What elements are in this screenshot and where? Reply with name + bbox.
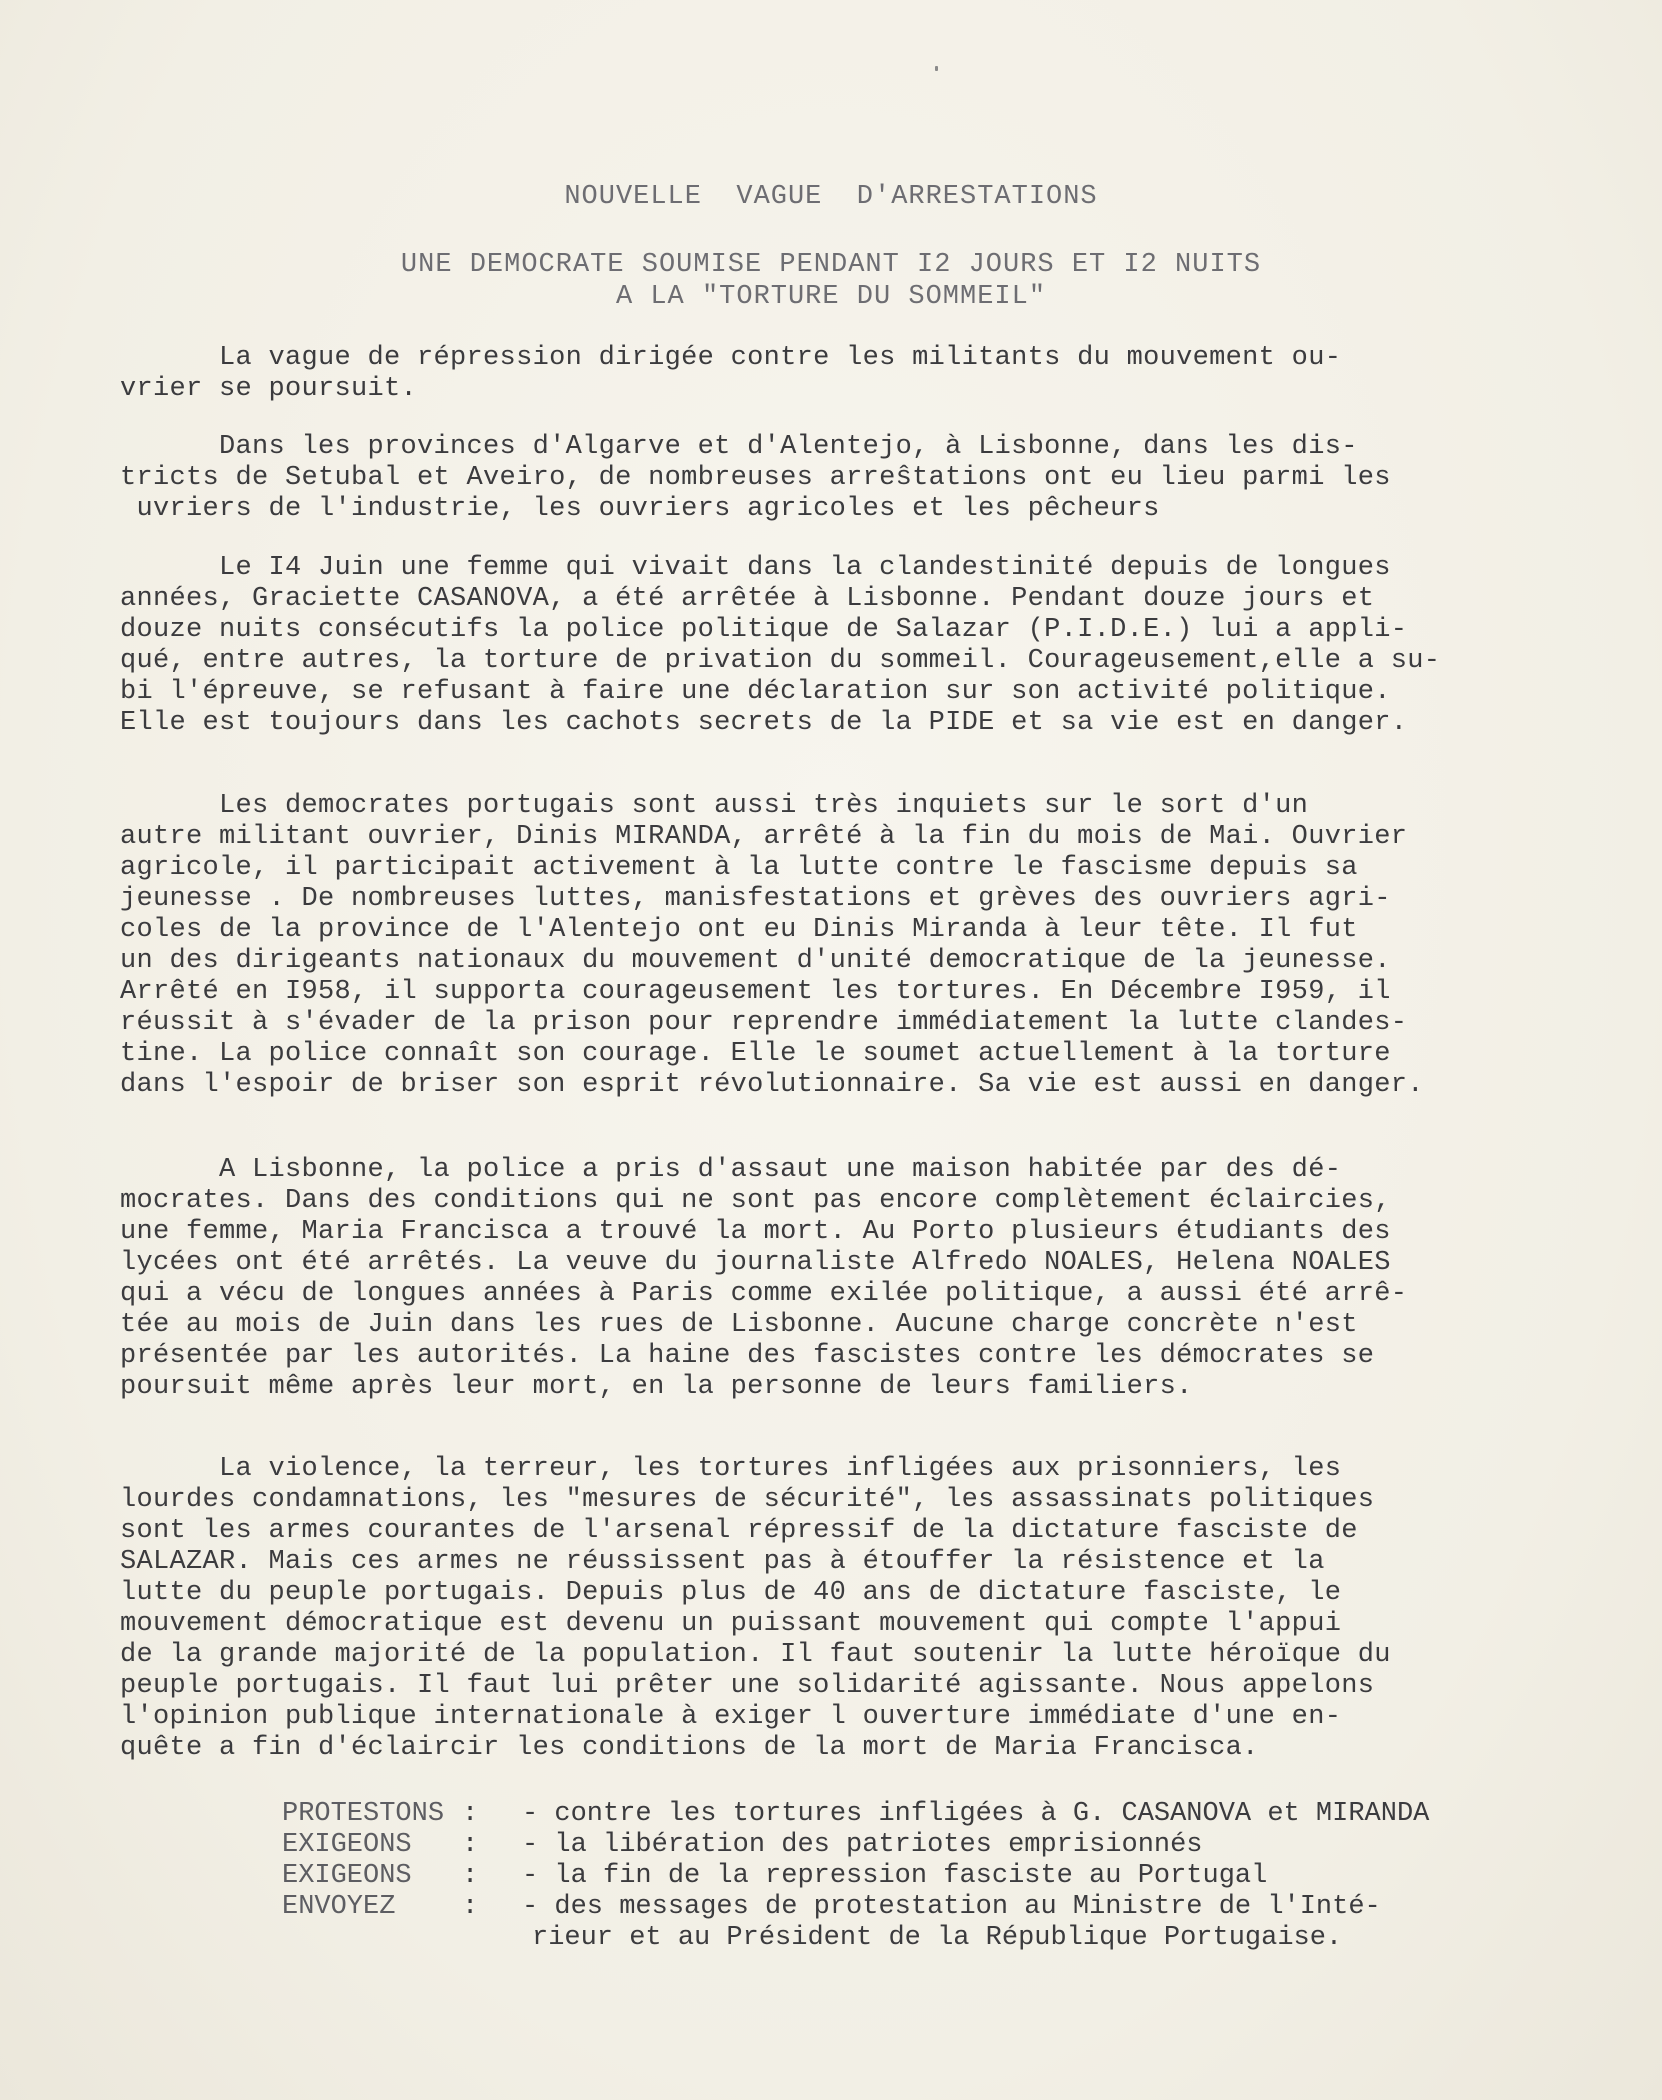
paragraph-5	[120, 1155, 1580, 1403]
text-line: mocrates. Dans des conditions qui ne sont pas encore complètement éclaircies,	[120, 1186, 1391, 1216]
demand-row	[282, 1799, 1582, 1830]
text-line: présentée par les autorités. La haine des fascistes contre les démocrates se	[120, 1341, 1375, 1371]
text-line: tricts de Setubal et Aveiro, de nombreuses arreŝtations ont eu lieu parmi les	[120, 463, 1391, 493]
text-line: agricole, il participait activement à la lutte contre le fascisme depuis sa	[120, 853, 1358, 883]
text-line: Arrêté en I958, il supporta courageusement les tortures. En Décembre I959, il	[120, 977, 1391, 1007]
demand-continuation-text: rieur et au Président de la République Portugaise.	[532, 1923, 1343, 1953]
demand-row	[282, 1892, 1582, 1923]
document-subtitle-line-1: UNE DEMOCRATE SOUMISE PENDANT I2 JOURS ET I2 NUITS	[400, 250, 1262, 280]
text-line: un des dirigeants nationaux du mouvement d'unité democratique de la jeunesse.	[120, 946, 1391, 976]
text-line: uvriers de l'industrie, les ouvriers agricoles et les pêcheurs	[120, 494, 1160, 524]
text-line: Elle est toujours dans les cachots secrets de la PIDE et sa vie est en danger.	[120, 708, 1408, 738]
text-line: Le I4 Juin une femme qui vivait dans la clandestinité depuis de longues	[120, 553, 1391, 583]
indent-spacer	[282, 1923, 532, 1954]
text-line: Dans les provinces d'Algarve et d'Alentejo, à Lisbonne, dans les dis-	[120, 432, 1358, 462]
document-subtitle-line-2: A LA "TORTURE DU SOMMEIL"	[615, 282, 1047, 312]
text-line: tine. La police connaît son courage. Elle le soumet actuellement à la torture	[120, 1039, 1391, 1069]
demand-colon: :	[462, 1861, 479, 1891]
text-line: poursuit même après leur mort, en la personne de leurs familiers.	[120, 1372, 1193, 1402]
text-line: vrier se poursuit.	[120, 374, 418, 404]
text-line: La violence, la terreur, les tortures infligées aux prisonniers, les	[120, 1454, 1342, 1484]
text-line: une femme, Maria Francisca a trouvé la mort. Au Porto plusieurs étudiants des	[120, 1217, 1391, 1247]
demand-verb: EXIGEONS	[282, 1861, 412, 1891]
document-title: NOUVELLE VAGUE D'ARRESTATIONS	[564, 182, 1098, 212]
text-line: années, Graciette CASANOVA, a été arrêtée à Lisbonne. Pendant douze jours et	[120, 584, 1375, 614]
text-line: de la grande majorité de la population. Il faut soutenir la lutte héroïque du	[120, 1640, 1391, 1670]
paragraph-1	[120, 343, 1580, 405]
demand-continuation-row	[282, 1923, 1582, 1954]
text-line: SALAZAR. Mais ces armes ne réussissent pas à étouffer la résistence et la	[120, 1547, 1325, 1577]
text-line: peuple portugais. Il faut lui prêter une solidarité agissante. Nous appelons	[120, 1671, 1375, 1701]
text-line: bi l'épreuve, se refusant à faire une déclaration sur son activité politique.	[120, 677, 1391, 707]
demand-text: - la fin de la repression fasciste au Portugal	[522, 1861, 1268, 1891]
demand-colon: :	[462, 1830, 479, 1860]
text-line: La vague de répression dirigée contre les militants du mouvement ou-	[120, 343, 1342, 373]
demand-verb: PROTESTONS	[282, 1799, 445, 1829]
demand-text: - contre les tortures infligées à G. CASANOVA et MIRANDA	[522, 1799, 1430, 1829]
demand-verb: EXIGEONS	[282, 1830, 412, 1860]
text-line: quête a fin d'éclaircir les conditions de la mort de Maria Francisca.	[120, 1733, 1259, 1763]
text-line: jeunesse . De nombreuses luttes, manisfestations et grèves des ouvriers agri-	[120, 884, 1391, 914]
demand-verb: ENVOYEZ	[282, 1892, 396, 1922]
text-line: douze nuits consécutifs la police politique de Salazar (P.I.D.E.) lui a appli-	[120, 615, 1408, 645]
paragraph-4	[120, 791, 1580, 1101]
text-line: qué, entre autres, la torture de privation du sommeil. Courageusement,elle a su-	[120, 646, 1441, 676]
demand-text: - la libération des patriotes emprisionnés	[522, 1830, 1203, 1860]
text-line: sont les armes courantes de l'arsenal répressif de la dictature fasciste de	[120, 1516, 1358, 1546]
text-line: l'opinion publique internationale à exiger l ouverture immédiate d'une en-	[120, 1702, 1342, 1732]
demand-colon: :	[462, 1892, 479, 1922]
demand-row	[282, 1861, 1582, 1892]
text-line: réussit à s'évader de la prison pour reprendre immédiatement la lutte clandes-	[120, 1008, 1408, 1038]
paragraph-2	[120, 432, 1580, 525]
demands-list	[282, 1799, 1582, 1954]
demand-row	[282, 1830, 1582, 1861]
paragraph-6	[120, 1454, 1580, 1764]
text-line: A Lisbonne, la police a pris d'assaut une maison habitée par des dé-	[120, 1155, 1342, 1185]
text-line: lourdes condamnations, les "mesures de sécurité", les assassinats politiques	[120, 1485, 1375, 1515]
text-line: autre militant ouvrier, Dinis MIRANDA, arrêté à la fin du mois de Mai. Ouvrier	[120, 822, 1408, 852]
text-line: mouvement démocratique est devenu un puissant mouvement qui compte l'appui	[120, 1609, 1342, 1639]
text-line: dans l'espoir de briser son esprit révolutionnaire. Sa vie est aussi en danger.	[120, 1070, 1424, 1100]
text-line: lutte du peuple portugais. Depuis plus de 40 ans de dictature fasciste, le	[120, 1578, 1342, 1608]
text-line: coles de la province de l'Alentejo ont eu Dinis Miranda à leur tête. Il fut	[120, 915, 1358, 945]
paper-mark	[935, 66, 938, 71]
text-line: tée au mois de Juin dans les rues de Lisbonne. Aucune charge concrète n'est	[120, 1310, 1358, 1340]
text-line: lycées ont été arrêtés. La veuve du journaliste Alfredo NOALES, Helena NOALES	[120, 1248, 1391, 1278]
demand-text: - des messages de protestation au Ministre de l'Inté-	[522, 1892, 1381, 1922]
demand-colon: :	[462, 1799, 479, 1829]
text-line: Les democrates portugais sont aussi très inquiets sur le sort d'un	[120, 791, 1309, 821]
text-line: qui a vécu de longues années à Paris comme exilée politique, a aussi été arrê-	[120, 1279, 1408, 1309]
paragraph-3	[120, 553, 1580, 739]
